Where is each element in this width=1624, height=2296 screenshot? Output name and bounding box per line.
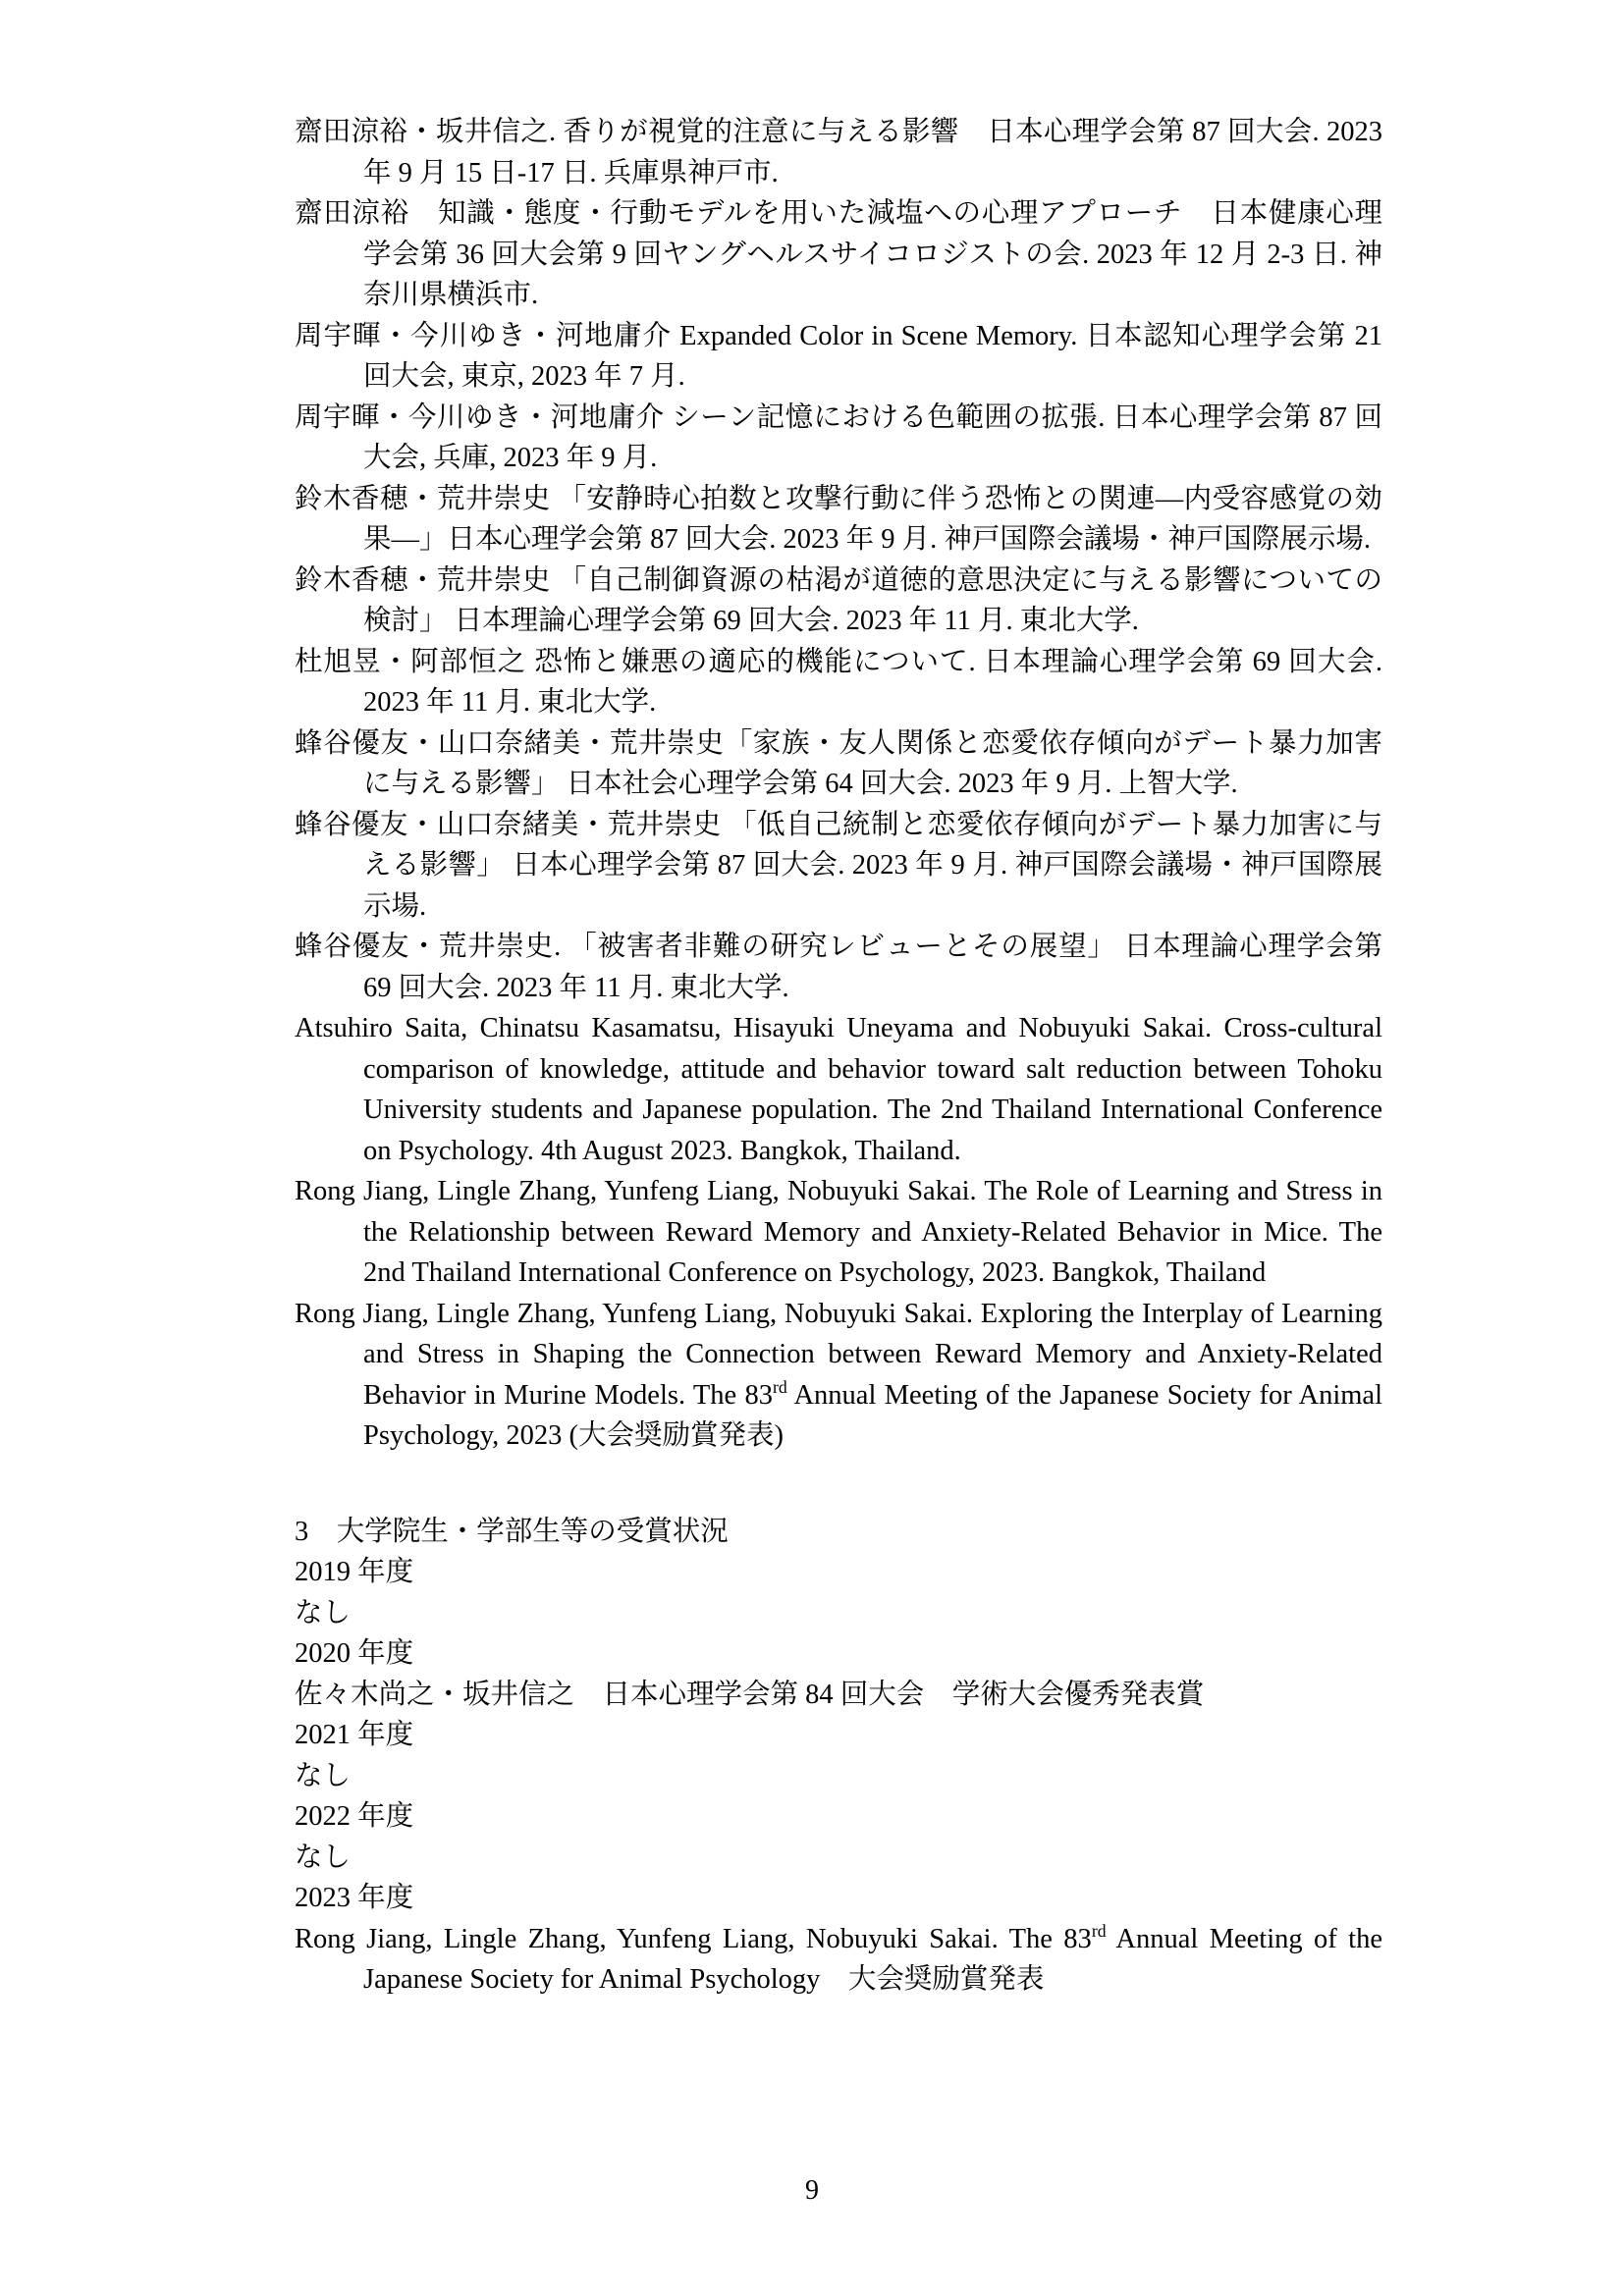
award-text: Annual Meeting of the Japanese Society for Animal Psychology 大会奨励賞発表 [363, 1923, 1382, 1995]
reference-item: Rong Jiang, Lingle Zhang, Yunfeng Liang, Nobuyuki Sakai. The Role of Learning and Stress in the Relationship between Reward Memory and Anxiety-Related Behavior in Mice. The 2nd Thailand International Conference on Psychology, 2023. Bangkok, Thailand [295, 1176, 1382, 1288]
award-year-label: 2020 年度 [295, 1638, 414, 1669]
reference-item: 杜旭昱・阿部恒之 恐怖と嫌悪の適応的機能について. 日本理論心理学会第 69 回大会. 2023 年 11 月. 東北大学. [295, 646, 1382, 718]
award-year-value [295, 1919, 1382, 2001]
page-number: 9 [805, 2175, 819, 2206]
reference-item: 齋田涼裕 知識・態度・行動モデルを用いた減塩への心理アプローチ 日本健康心理学会第 36 回大会第 9 回ヤングヘルスサイコロジストの会. 2023 年 12 月 2-3 日. 神奈川県横浜市. [295, 198, 1382, 310]
reference-item: 鈴木香穂・荒井崇史 「安静時心拍数と攻撃行動に伴う恐怖との関連―内受容感覚の効果―」日本心理学会第 87 回大会. 2023 年 9 月. 神戸国際会議場・神戸国際展示場. [295, 483, 1382, 555]
award-year-value: なし [295, 1760, 352, 1791]
award-year-value: 佐々木尚之・坂井信之 日本心理学会第 84 回大会 学術大会優秀発表賞 [295, 1679, 1205, 1710]
award-year-label: 2019 年度 [295, 1557, 414, 1587]
section-gap [295, 1457, 1382, 1512]
awards-heading: 3 大学院生・学部生等の受賞状況 [295, 1516, 729, 1547]
ordinal-superscript: rd [1091, 1920, 1107, 1941]
award-text: Rong Jiang, Lingle Zhang, Yunfeng Liang, Nobuyuki Sakai. The 83 [295, 1923, 1092, 1954]
reference-item: 齋田涼裕・坂井信之. 香りが視覚的注意に与える影響 日本心理学会第 87 回大会. 2023 年 9 月 15 日-17 日. 兵庫県神戸市. [295, 117, 1382, 188]
reference-item: 蜂谷優友・山口奈緒美・荒井崇史 「低自己統制と恋愛依存傾向がデート暴力加害に与える影響」 日本心理学会第 87 回大会. 2023 年 9 月. 神戸国際会議場・神戸国際展示場. [295, 809, 1382, 922]
award-year-label: 2023 年度 [295, 1883, 414, 1913]
page-content [295, 112, 1382, 2001]
reference-item: 鈴木香穂・荒井崇史 「自己制御資源の枯渇が道徳的意思決定に与える影響についての検討」 日本理論心理学会第 69 回大会. 2023 年 11 月. 東北大学. [295, 564, 1382, 636]
reference-item: 周宇暉・今川ゆき・河地庸介 Expanded Color in Scene Memory. 日本認知心理学会第 21 回大会, 東京, 2023 年 7 月. [295, 320, 1382, 392]
award-year-value: なし [295, 1842, 352, 1873]
reference-text: Annual Meeting of the Japanese Society for Animal Psychology, 2023 (大会奨励賞発表) [363, 1379, 1382, 1451]
reference-item: 周宇暉・今川ゆき・河地庸介 シーン記憶における色範囲の拡張. 日本心理学会第 87 回大会, 兵庫, 2023 年 9 月. [295, 401, 1382, 473]
reference-item: Atsuhiro Saita, Chinatsu Kasamatsu, Hisayuki Uneyama and Nobuyuki Sakai. Cross-cultural comparison of knowledge, attitude and behavior toward salt reduction between Tohoku University students and Japanese population. The 2nd Thailand International Conference on Psychology. 4th August 2023. Bangkok, Thailand. [295, 1013, 1382, 1166]
reference-item: 蜂谷優友・山口奈緒美・荒井崇史「家族・友人関係と恋愛依存傾向がデート暴力加害に与える影響」 日本社会心理学会第 64 回大会. 2023 年 9 月. 上智大学. [295, 727, 1382, 799]
reference-item-last [295, 1294, 1382, 1457]
ordinal-superscript: rd [773, 1376, 787, 1397]
reference-item: 蜂谷優友・荒井崇史. 「被害者非難の研究レビューとその展望」 日本理論心理学会第 69 回大会. 2023 年 11 月. 東北大学. [295, 932, 1382, 1003]
award-year-label: 2021 年度 [295, 1720, 414, 1750]
reference-text: Rong Jiang, Lingle Zhang, Yunfeng Liang, Nobuyuki Sakai. Exploring the Interplay of Learning and Stress in Shaping the Connection between Reward Memory and Anxiety-Related Behavior in Murine Models. The 83 [295, 1298, 1382, 1411]
award-year-label: 2022 年度 [295, 1801, 414, 1832]
award-year-value: なし [295, 1597, 352, 1629]
